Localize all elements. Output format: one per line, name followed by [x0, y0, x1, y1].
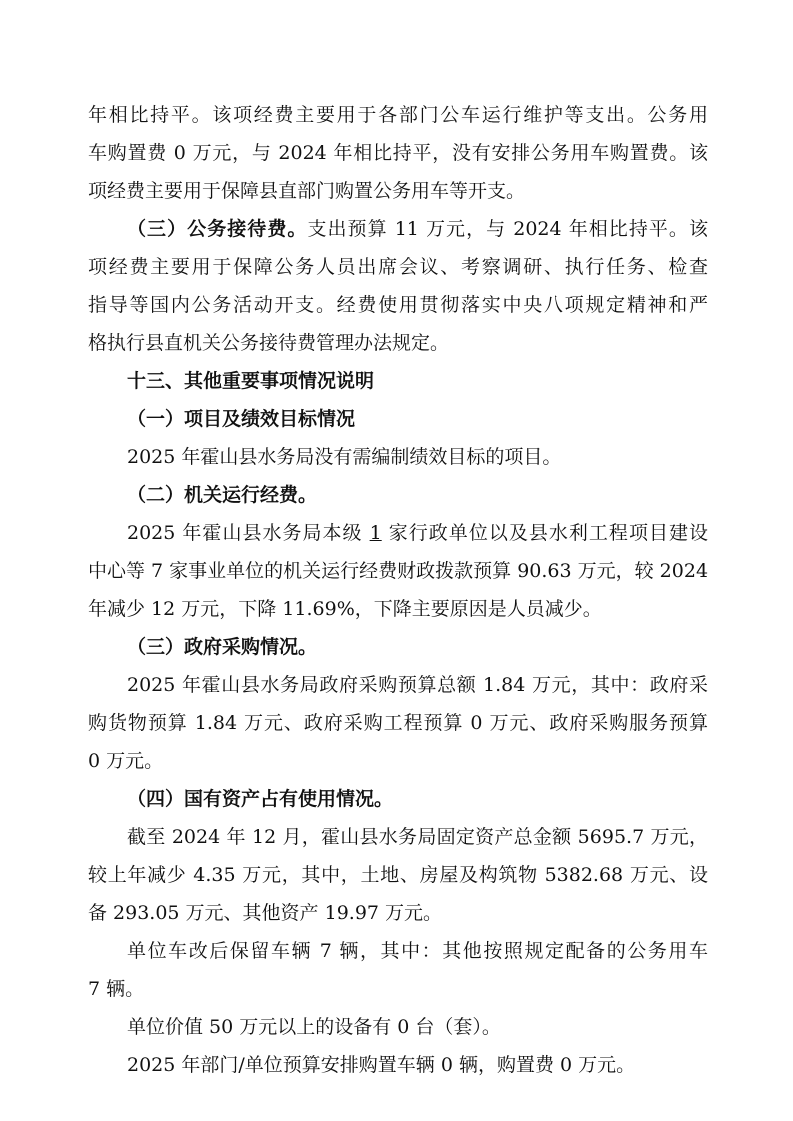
text-line: 2025 年霍山县水务局政府采购预算总额 1.84 万元，其中：政府采 — [127, 674, 708, 696]
text-span: 2025 年霍山县水务局本级 — [127, 522, 370, 544]
text-span: 家行政单位以及县水利工程项目建设 — [381, 522, 708, 544]
subsection-heading: （三）政府采购情况。 — [127, 636, 318, 658]
text-line: 年减少 12 万元，下降 11.69%，下降主要原因是人员减少。 — [88, 598, 602, 620]
text-line: 2025 年霍山县水务局没有需编制绩效目标的项目。 — [127, 446, 562, 468]
text-line: 项经费主要用于保障公务人员出席会议、考察调研、执行任务、检查 — [88, 256, 708, 278]
underlined-number: 1 — [369, 522, 382, 544]
text-line: 购货物预算 1.84 万元、政府采购工程预算 0 万元、政府采购服务预算 — [88, 712, 708, 734]
section-heading: 十三、其他重要事项情况说明 — [127, 370, 375, 392]
reception-heading: （三）公务接待费。 — [127, 218, 308, 240]
text-line: 较上年减少 4.35 万元，其中，土地、房屋及构筑物 5382.68 万元、设 — [88, 864, 708, 886]
text-line: 备 293.05 万元、其他资产 19.97 万元。 — [88, 902, 443, 924]
paragraph-line-reception — [127, 214, 708, 244]
text-line: 车购置费 0 万元，与 2024 年相比持平，没有安排公务用车购置费。该 — [88, 142, 708, 164]
paragraph-line-operating — [127, 518, 708, 548]
subsection-heading: （四）国有资产占有使用情况。 — [127, 788, 394, 810]
text-line: 年相比持平。该项经费主要用于各部门公车运行维护等支出。公务用 — [88, 104, 708, 126]
subsection-heading: （二）机关运行经费。 — [127, 484, 318, 506]
text-line: 指导等国内公务活动开支。经费使用贯彻落实中央八项规定精神和严 — [88, 294, 708, 316]
text-line: 格执行县直机关公务接待费管理办法规定。 — [88, 332, 450, 354]
text-line: 单位车改后保留车辆 7 辆，其中：其他按照规定配备的公务用车 — [127, 940, 708, 962]
text-span: 支出预算 11 万元，与 2024 年相比持平。该 — [307, 218, 708, 240]
text-line: 项经费主要用于保障县直部门购置公务用车等开支。 — [88, 180, 526, 202]
text-line: 截至 2024 年 12 月，霍山县水务局固定资产总金额 5695.7 万元， — [127, 826, 708, 848]
text-line: 7 辆。 — [88, 978, 145, 1000]
subsection-heading: （一）项目及绩效目标情况 — [127, 408, 356, 430]
text-line: 单位价值 50 万元以上的设备有 0 台（套）。 — [127, 1016, 501, 1038]
text-line: 中心等 7 家事业单位的机关运行经费财政拨款预算 90.63 万元，较 2024 — [88, 560, 708, 582]
text-line: 0 万元。 — [88, 750, 164, 772]
text-line: 2025 年部门/单位预算安排购置车辆 0 辆，购置费 0 万元。 — [127, 1054, 636, 1076]
